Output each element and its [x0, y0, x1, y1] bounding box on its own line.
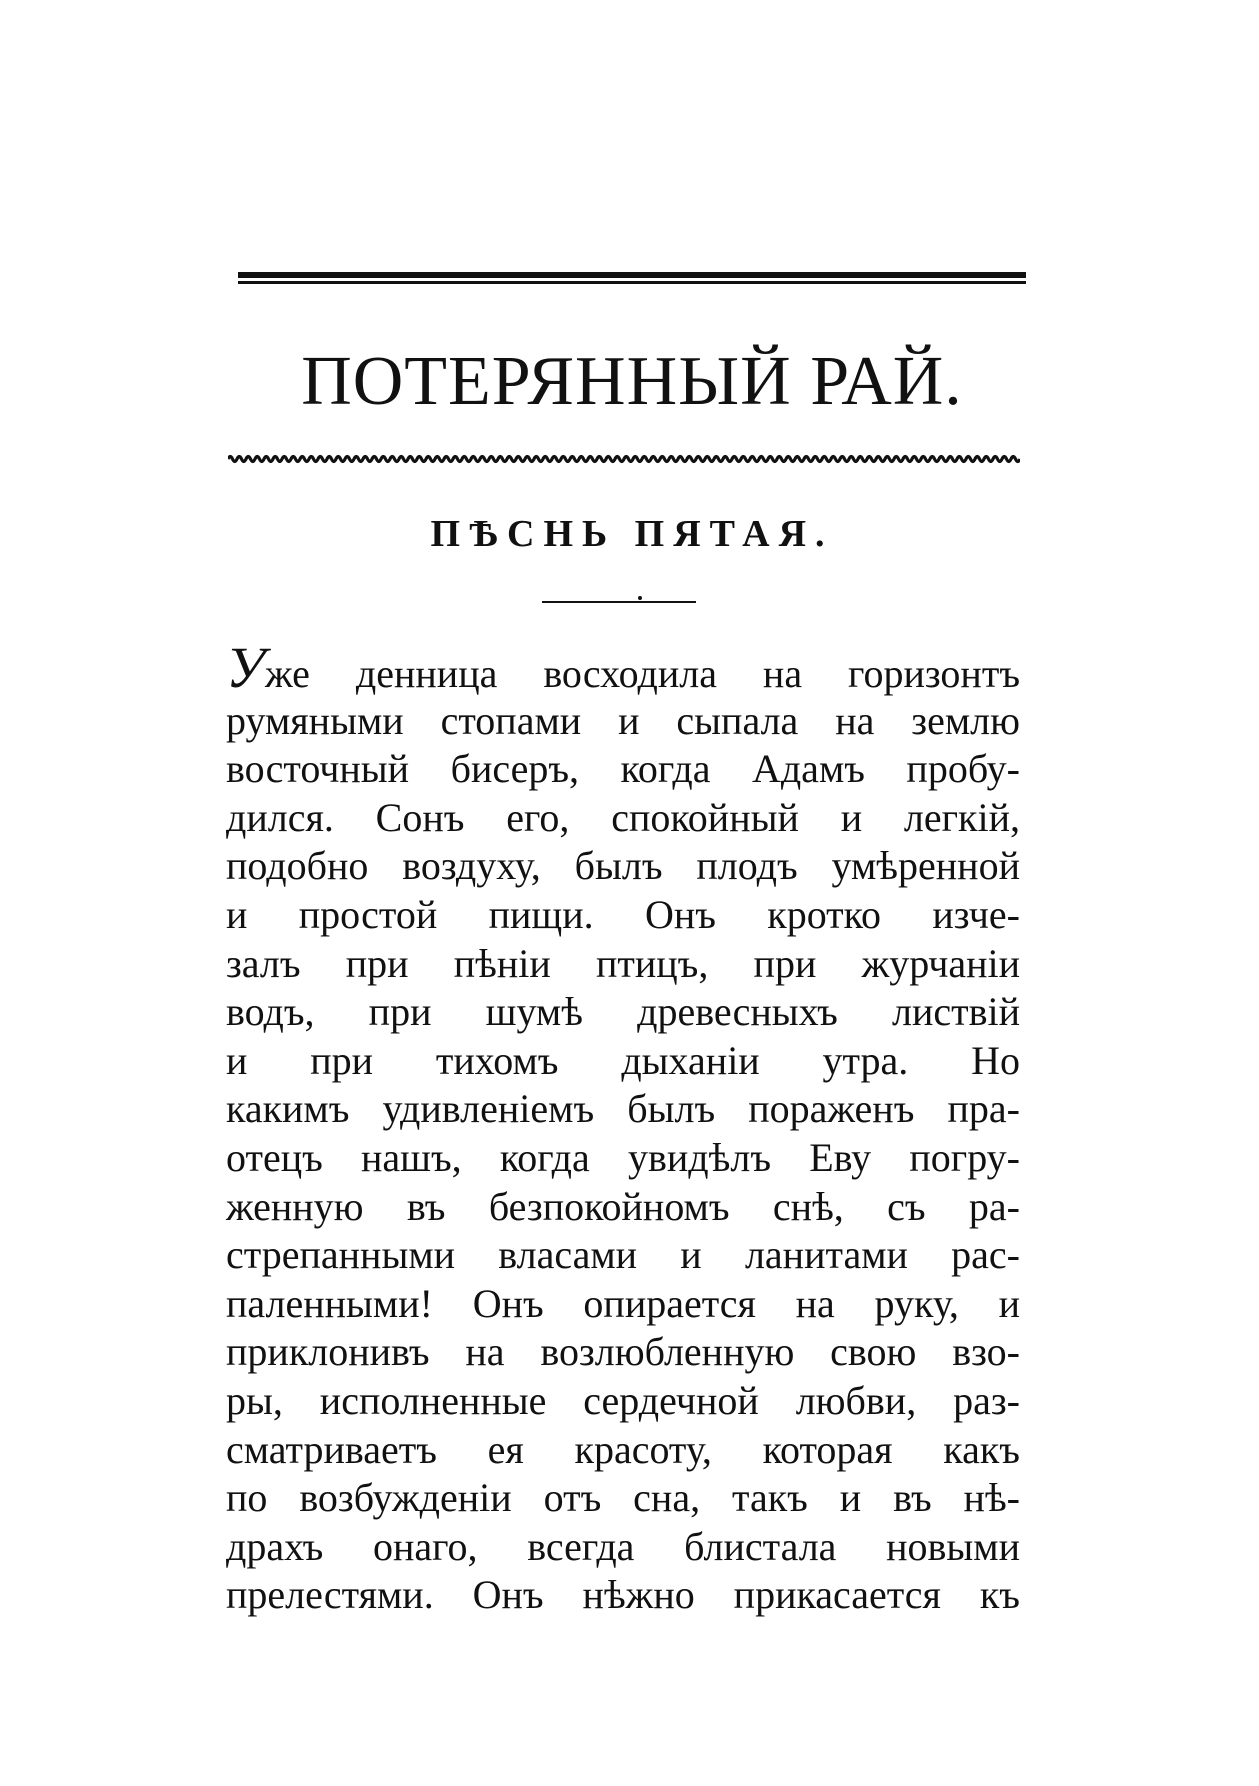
thick-rule-line: [238, 272, 1026, 278]
text-line-content: же денница восходила на горизонтъ: [265, 651, 1020, 696]
text-line: какимъ удивленіемъ былъ пораженъ пра-: [226, 1086, 1020, 1132]
text-line: ры, исполненные сердечной любви, раз-: [226, 1377, 1020, 1423]
section-subtitle: ПѢСНЬ ПЯТАЯ.: [430, 513, 834, 555]
wavy-ornament-rule: [228, 452, 1020, 466]
page-title: ПОТЕРЯННЫЙ РАЙ.: [301, 343, 963, 420]
text-line: приклонивъ на возлюбленную свою взо-: [226, 1329, 1020, 1375]
divider-dot: [638, 596, 642, 600]
text-line: [226, 635, 1020, 700]
text-line: драхъ онаго, всегда блистала новыми: [226, 1523, 1020, 1569]
text-line: прелестями. Онъ нѣжно прикасается къ: [226, 1572, 1020, 1618]
text-line: водъ, при шумѣ древесныхъ листвій: [226, 989, 1020, 1035]
text-line: и простой пищи. Онъ кротко изче-: [226, 891, 1020, 937]
text-line: женную въ безпокойномъ снѣ, съ ра-: [226, 1183, 1020, 1229]
thin-rule-line: [238, 281, 1026, 284]
text-line: восточный бисеръ, когда Адамъ пробу-: [226, 746, 1020, 792]
drop-cap: У: [226, 635, 266, 700]
double-rule-top: [238, 272, 1026, 286]
text-line: и при тихомъ дыханіи утра. Но: [226, 1037, 1020, 1083]
text-line: сматриваетъ ея красоту, которая какъ: [226, 1426, 1020, 1472]
body-text: [226, 635, 1020, 1620]
text-line: залъ при пѣніи птицъ, при журчаніи: [226, 940, 1020, 986]
text-line: паленными! Онъ опирается на руку, и: [226, 1280, 1020, 1326]
text-line: отецъ нашъ, когда увидѣлъ Еву погру-: [226, 1134, 1020, 1180]
text-line: стрепанными власами и ланитами рас-: [226, 1232, 1020, 1278]
text-line: румяными стопами и сыпала на землю: [226, 697, 1020, 743]
text-line: по возбужденіи отъ сна, такъ и въ нѣ-: [226, 1475, 1020, 1521]
short-divider-rule: [542, 601, 696, 603]
text-line: дился. Сонъ его, спокойный и легкій,: [226, 794, 1020, 840]
text-line: подобно воздуху, былъ плодъ умѣренной: [226, 843, 1020, 889]
